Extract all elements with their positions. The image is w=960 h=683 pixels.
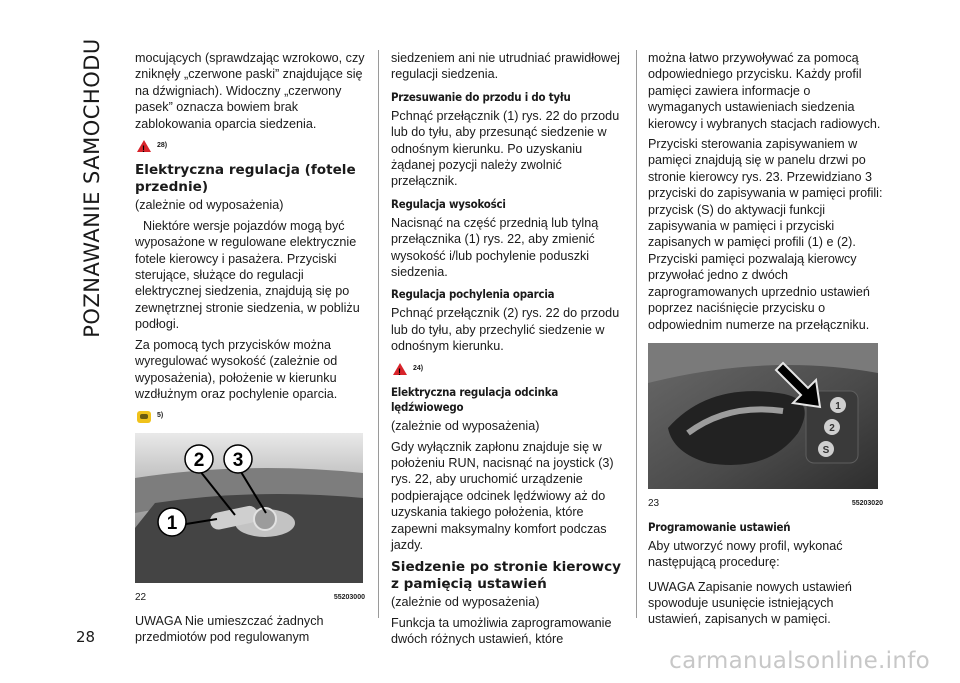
figure-23 — [648, 343, 883, 513]
subheading: Programowanie ustawień — [648, 519, 791, 534]
column-divider — [636, 50, 637, 618]
warning-icon — [137, 140, 151, 152]
figure-number: 23 — [648, 498, 660, 510]
figure-caption — [135, 590, 365, 606]
figure-number: 22 — [135, 592, 147, 604]
callout-1: 1 — [166, 512, 178, 534]
subheading: Regulacja pochylenia oparcia — [391, 287, 555, 302]
warning-ref-number: 28) — [157, 142, 168, 150]
paragraph: można łatwo przywoływać za pomocą odpowiedniego przycisku. Każdy profil pamięci zawiera informacje o wymaganych ustawieniach siedzenia kierowcy i wybranych stacjach radiowych. — [648, 51, 881, 131]
figure-code: 55203020 — [851, 500, 883, 508]
subheading: Regulacja wysokości — [391, 196, 506, 211]
column-divider — [378, 50, 379, 618]
info-icon — [137, 411, 151, 423]
seat-controls-photo — [135, 433, 363, 583]
paragraph: UWAGA Zapisanie nowych ustawień spowoduje usunięcie istniejących ustawień, zapisanych w pamięci. — [648, 579, 852, 627]
info-ref-number: 5) — [157, 412, 164, 420]
paragraph: Nacisnąć na część przednią lub tylną przełącznika (1) rys. 22, aby zmienić wysokość i/lub pochylenie poduszki siedzenia. — [391, 215, 599, 280]
memory-button-2: 2 — [829, 422, 835, 434]
paragraph: Przyciski sterowania zapisywaniem w pamięci znajdują się w panelu drzwi po stronie kierowcy rys. 23. Przewidziano 3 przyciski do zapisywania w pamięci profili: przycisk (S) do aktywacji funkcji zapisywania w pamięci i przyciski zapisanych w pamięci profili (1) e (2). Przyciski pamięci pozwalają kierowcy przywołać jedno z dwóch zaprogramowanych uprzednio ustawień poprzez naciśnięcie przycisku o odpowiednim numerze na przełączniku. — [648, 137, 883, 332]
subheading: Przesuwanie do przodu i do tyłu — [391, 89, 571, 104]
callout-3: 3 — [232, 449, 244, 471]
paragraph: mocujących (sprawdzając wzrokowo, czy zniknęły „czerwone paski” znajdujące się na dźwigniach). Widoczny „czerwony pasek” oznacza bowiem brak zablokowania oparcia siedzenia. — [135, 51, 365, 131]
info-reference — [137, 408, 365, 424]
warning-icon — [393, 363, 407, 375]
equipment-note: (zależnie od wyposażenia) — [391, 419, 540, 434]
memory-button-s: S — [822, 444, 830, 456]
memory-button-1: 1 — [835, 400, 841, 412]
paragraph: Pchnąć przełącznik (2) rys. 22 do przodu lub do tyłu, aby przechylić siedzenie w odnośnym kierunku. — [391, 306, 620, 354]
watermark: carmanualsonline.info — [669, 648, 930, 674]
section-title-text: POZNAWANIE SAMOCHODU — [80, 38, 104, 338]
warning-reference — [137, 138, 365, 154]
paragraph: Pchnąć przełącznik (1) rys. 22 do przodu lub do tyłu, aby przesunąć siedzenie w odnośnym kierunku. Po uzyskaniu żądanej pozycji należy zwolnić przełącznik. — [391, 108, 620, 189]
column-1 — [135, 50, 365, 649]
figure-code: 55203000 — [333, 594, 365, 602]
figure-22 — [135, 433, 365, 607]
paragraph: UWAGA Nie umieszczać żadnych przedmiotów pod regulowanym — [135, 613, 324, 644]
callout-2: 2 — [193, 449, 205, 471]
paragraph: Niektóre wersje pojazdów mogą być wyposażone w regulowane elektrycznie fotele kierowcy i pasażera. Przyciski sterujące, służące do regulacji elektrycznej siedzenia, znajdują się po zewnętrznej stronie siedzenia, w pobliżu podłogi. — [135, 218, 360, 332]
subheading: Elektryczna regulacja odcinka lędźwiowego — [391, 385, 559, 415]
equipment-note: (zależnie od wyposażenia) — [391, 595, 540, 610]
warning-ref-number: 24) — [413, 364, 424, 372]
figure-caption — [648, 496, 883, 512]
paragraph: Za pomocą tych przycisków można wyregulować wysokość (zależnie od wyposażenia), położenie w kierunku wzdłużnym oraz pochylenie oparcia. — [135, 337, 338, 401]
paragraph: siedzeniem ani nie utrudniać prawidłowej regulacji siedzenia. — [391, 51, 620, 82]
paragraph: Aby utworzyć nowy profil, wykonać następującą procedurę: — [648, 538, 843, 570]
column-3 — [648, 50, 883, 632]
door-memory-buttons-photo — [648, 343, 878, 489]
warning-reference — [393, 361, 624, 377]
section-side-title — [74, 38, 110, 338]
section-heading: Elektryczna regulacja (fotele przednie) — [135, 162, 356, 195]
page-number: 28 — [76, 628, 96, 646]
section-heading: Siedzenie po stronie kierowcy z pamięcią ustawień — [391, 559, 621, 592]
paragraph: Gdy wyłącznik zapłonu znajduje się w położeniu RUN, nacisnąć na joystick (3) rys. 22, aby uruchomić urządzenie podpierające odcinek lędźwiowy aż do uzyskania takiego położenia, które zapewni maksymalny komfort podczas jazdy. — [391, 439, 614, 552]
column-2 — [391, 50, 624, 652]
equipment-note: (zależnie od wyposażenia) — [135, 198, 284, 213]
paragraph: Funkcja ta umożliwia zaprogramowanie dwóch różnych ustawień, które — [391, 615, 612, 647]
